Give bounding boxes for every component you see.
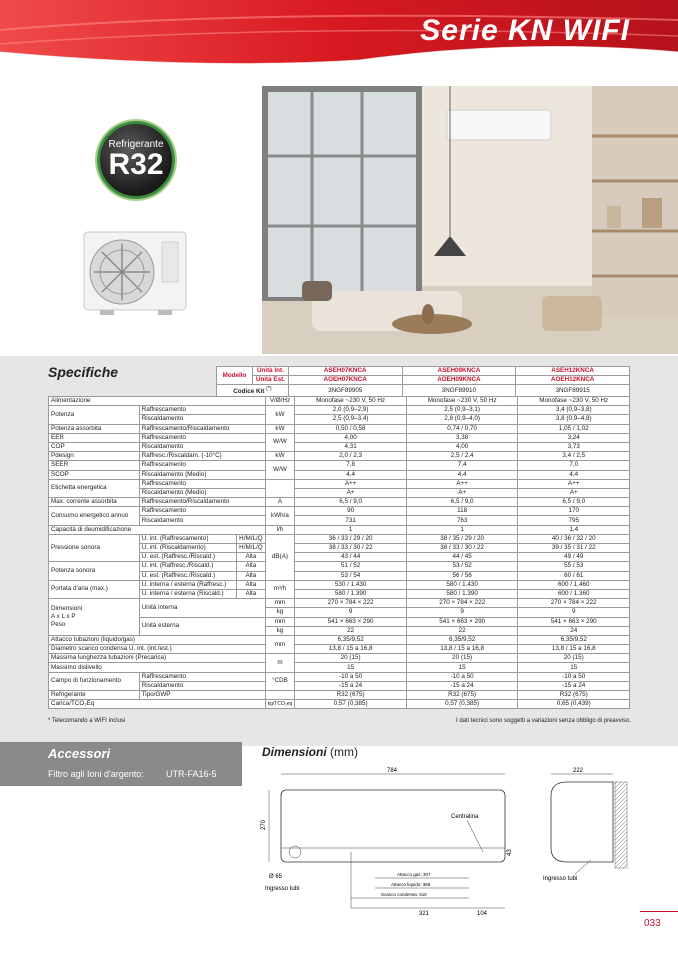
centralina-label: Centralina — [451, 814, 479, 820]
table-row: U. est. (Raffresc./Riscald.) Alta 43 / 44 44 / 45 49 / 49 — [49, 553, 630, 562]
header-banner — [0, 0, 678, 70]
ingresso-label: Ingresso tubi — [265, 886, 300, 892]
accessory-code: UTR-FA16-5 — [166, 769, 217, 779]
table-row: U. int. (Riscaldamento) H/M/L/Q 38 / 33 / 30 / 22 38 / 33 / 30 / 22 39 / 35 / 31 / 22 — [49, 544, 630, 553]
model-label: Modello — [217, 367, 253, 385]
table-row: Capacità di deumidificazione l/h 1 1 1,4 — [49, 525, 630, 534]
table-row: Massimo dislivello 15 15 15 — [49, 663, 630, 672]
table-row: Potenza sonora U. int. (Raffresc./Riscald.) Alta 51 / 52 53 / 52 55 / 53 — [49, 562, 630, 571]
table-row: Potenza assorbita Raffrescamento/Riscaldamento kW 0,50 / 0,58 0,74 / 0,70 1,05 / 1,02 — [49, 424, 630, 433]
table-row: Max. corrente assorbita Raffrescamento/Riscaldamento A 6,5 / 9,0 6,5 / 9,0 6,5 / 9,0 — [49, 498, 630, 507]
table-row: Pressione sonora U. int. (Raffrescamento) H/M/L/Q dB(A) 36 / 33 / 29 / 20 38 / 35 / 29 / 20 40 / 36 / 32 / 20 — [49, 534, 630, 543]
table-row: Riscaldamento 2,5 (0,9–3,4) 2,8 (0,9–4,0) 3,8 (0,9–4,8) — [49, 415, 630, 424]
table-row: kg 9 9 9 — [49, 608, 630, 617]
table-row: Etichetta energetica Raffrescamento A++ A++ A++ — [49, 479, 630, 488]
outdoor-unit-image — [80, 228, 190, 316]
table-row: U. est. (Raffresc./Riscald.) Alta 53 / 54 56 / 56 60 / 61 — [49, 571, 630, 580]
model-indoor: ASEH12KNCA — [516, 367, 630, 376]
table-row: Carica/TCO₂Eq kg/TCO₂eq 0,57 (0,385) 0,57 (0,385) 0,65 (0,439) — [49, 700, 630, 709]
room-photo — [262, 86, 678, 354]
kit-label: Codice Kit (*) — [217, 385, 289, 397]
table-row: U. interna / esterna (Riscald.) Alta 580 / 1.390 580 / 1.390 600 / 1.360 — [49, 589, 630, 598]
refrigerant-badge — [97, 121, 175, 199]
model-indoor: ASEH09KNCA — [402, 367, 516, 376]
table-row: Refrigerante Tipo/GWP R32 (675) R32 (675) R32 (675) — [49, 691, 630, 700]
badge-label: Refrigerante — [108, 139, 164, 150]
indoor-unit-front — [281, 790, 505, 862]
wall-hatch — [615, 782, 627, 868]
indoor-label: Unità Int. — [252, 367, 288, 376]
table-row: SCOP Riscaldamento (Medio) 4,4 4,4 4,4 — [49, 470, 630, 479]
accessories-title: Accessori — [48, 746, 111, 761]
kit-code: 3NGF89905 — [288, 385, 402, 397]
table-row: Riscaldamento (Medio) A+ A+ A+ — [49, 488, 630, 497]
dimensions-title: Dimensioni (mm) — [262, 745, 359, 759]
model-indoor: ASEH07KNCA — [288, 367, 402, 376]
table-row: Riscaldamento -15 a 24 -15 a 24 -15 a 24 — [49, 681, 630, 690]
table-row: EER Raffrescamento W/W 4,00 3,38 3,24 — [49, 433, 630, 442]
width-label: 784 — [387, 768, 398, 774]
table-row: SEER Raffrescamento W/W 7,8 7,4 7,0 — [49, 461, 630, 470]
dim-43-label: 43 — [507, 849, 513, 856]
accessory-item: Filtro agli Ioni d'argento: — [48, 769, 144, 779]
model-outdoor: AOEH07KNCA — [288, 376, 402, 385]
ingresso-side-label: Ingresso tubi — [543, 876, 578, 882]
spec-table — [48, 396, 630, 709]
table-row: Campo di funzionamento Raffrescamento °CDB -10 a 50 -10 a 50 -10 a 50 — [49, 672, 630, 681]
table-row: Portata d'aria (max.) U. interna / esterna (Raffresc.) Alta m³/h 530 / 1.430 580 / 1.430 600 / 1.460 — [49, 580, 630, 589]
specs-title: Specifiche — [48, 364, 119, 380]
model-outdoor: AOEH12KNCA — [516, 376, 630, 385]
badge-r32: R32 — [108, 148, 164, 181]
liquid-label: Attacco liquido: 366 — [391, 882, 431, 887]
table-row: Consumo energetico annuo Raffrescamento kWh/a 90 118 170 — [49, 507, 630, 516]
dim-104-label: 104 — [477, 911, 488, 917]
footnote-wifi: * Telecomando a WIFI inclusi — [48, 718, 126, 724]
dim-321-label: 321 — [419, 911, 430, 917]
table-row: Alimentazione V/Ø/Hz Monofase ~230 V, 50 Hz Monofase ~230 V, 50 Hz Monofase ~230 V, 50 Hz — [49, 397, 630, 406]
model-outdoor: AOEH09KNCA — [402, 376, 516, 385]
page-number: 033 — [644, 918, 661, 929]
condensa-label: Scarico condensa: 516 — [381, 892, 427, 897]
table-row: kg 22 22 24 — [49, 626, 630, 635]
model-header-table — [216, 366, 630, 397]
phi-label: Ø 65 — [269, 874, 283, 880]
footnote-disclaimer: I dati tecnici sono soggetti a variazioni senza obbligo di preavviso. — [456, 718, 632, 724]
table-row: Attacco tubazioni (liquido/gas) mm 6,35/9,52 6,35/9,52 6,35/9,52 — [49, 635, 630, 644]
table-row: Unità esterna mm 541 × 663 × 290 541 × 663 × 290 541 × 663 × 290 — [49, 617, 630, 626]
table-row: Diametro scarico condensa U. int. (int./est.) 13,8 / 15 a 16,8 13,8 / 15 a 16,8 13,8 / 15 a 16,8 — [49, 645, 630, 654]
table-row: Pdesign Raffresc./Riscaldam. (-10°C) kW 2,0 / 2,3 2,5 / 2,4 3,4 / 2,5 — [49, 452, 630, 461]
page-rule — [640, 911, 678, 912]
kit-code: 3NGF89910 — [402, 385, 516, 397]
table-row: COP Riscaldamento 4,31 4,00 3,73 — [49, 442, 630, 451]
indoor-unit-side — [551, 782, 613, 862]
outdoor-label: Unità Est. — [252, 376, 288, 385]
dimension-drawing — [255, 760, 655, 920]
depth-label: 222 — [573, 768, 584, 774]
height-label: 270 — [261, 819, 267, 830]
series-title: Serie KN WIFI — [420, 14, 630, 47]
table-row: Potenza Raffrescamento kW 2,0 (0,9–2,9) 2,5 (0,9–3,1) 3,4 (0,9–3,8) — [49, 406, 630, 415]
table-row: Riscaldamento 731 763 795 — [49, 516, 630, 525]
accessories-panel — [0, 742, 242, 786]
gas-label: Attacco gas: 307 — [397, 872, 431, 877]
table-row: Dimensioni A x L x P Peso Unità interna mm 270 × 784 × 222 270 × 784 × 222 270 × 784 × 222 — [49, 599, 630, 608]
kit-code: 3NGF89915 — [516, 385, 630, 397]
table-row: Massima lunghezza tubazioni (Precarica) m 20 (15) 20 (15) 20 (15) — [49, 654, 630, 663]
